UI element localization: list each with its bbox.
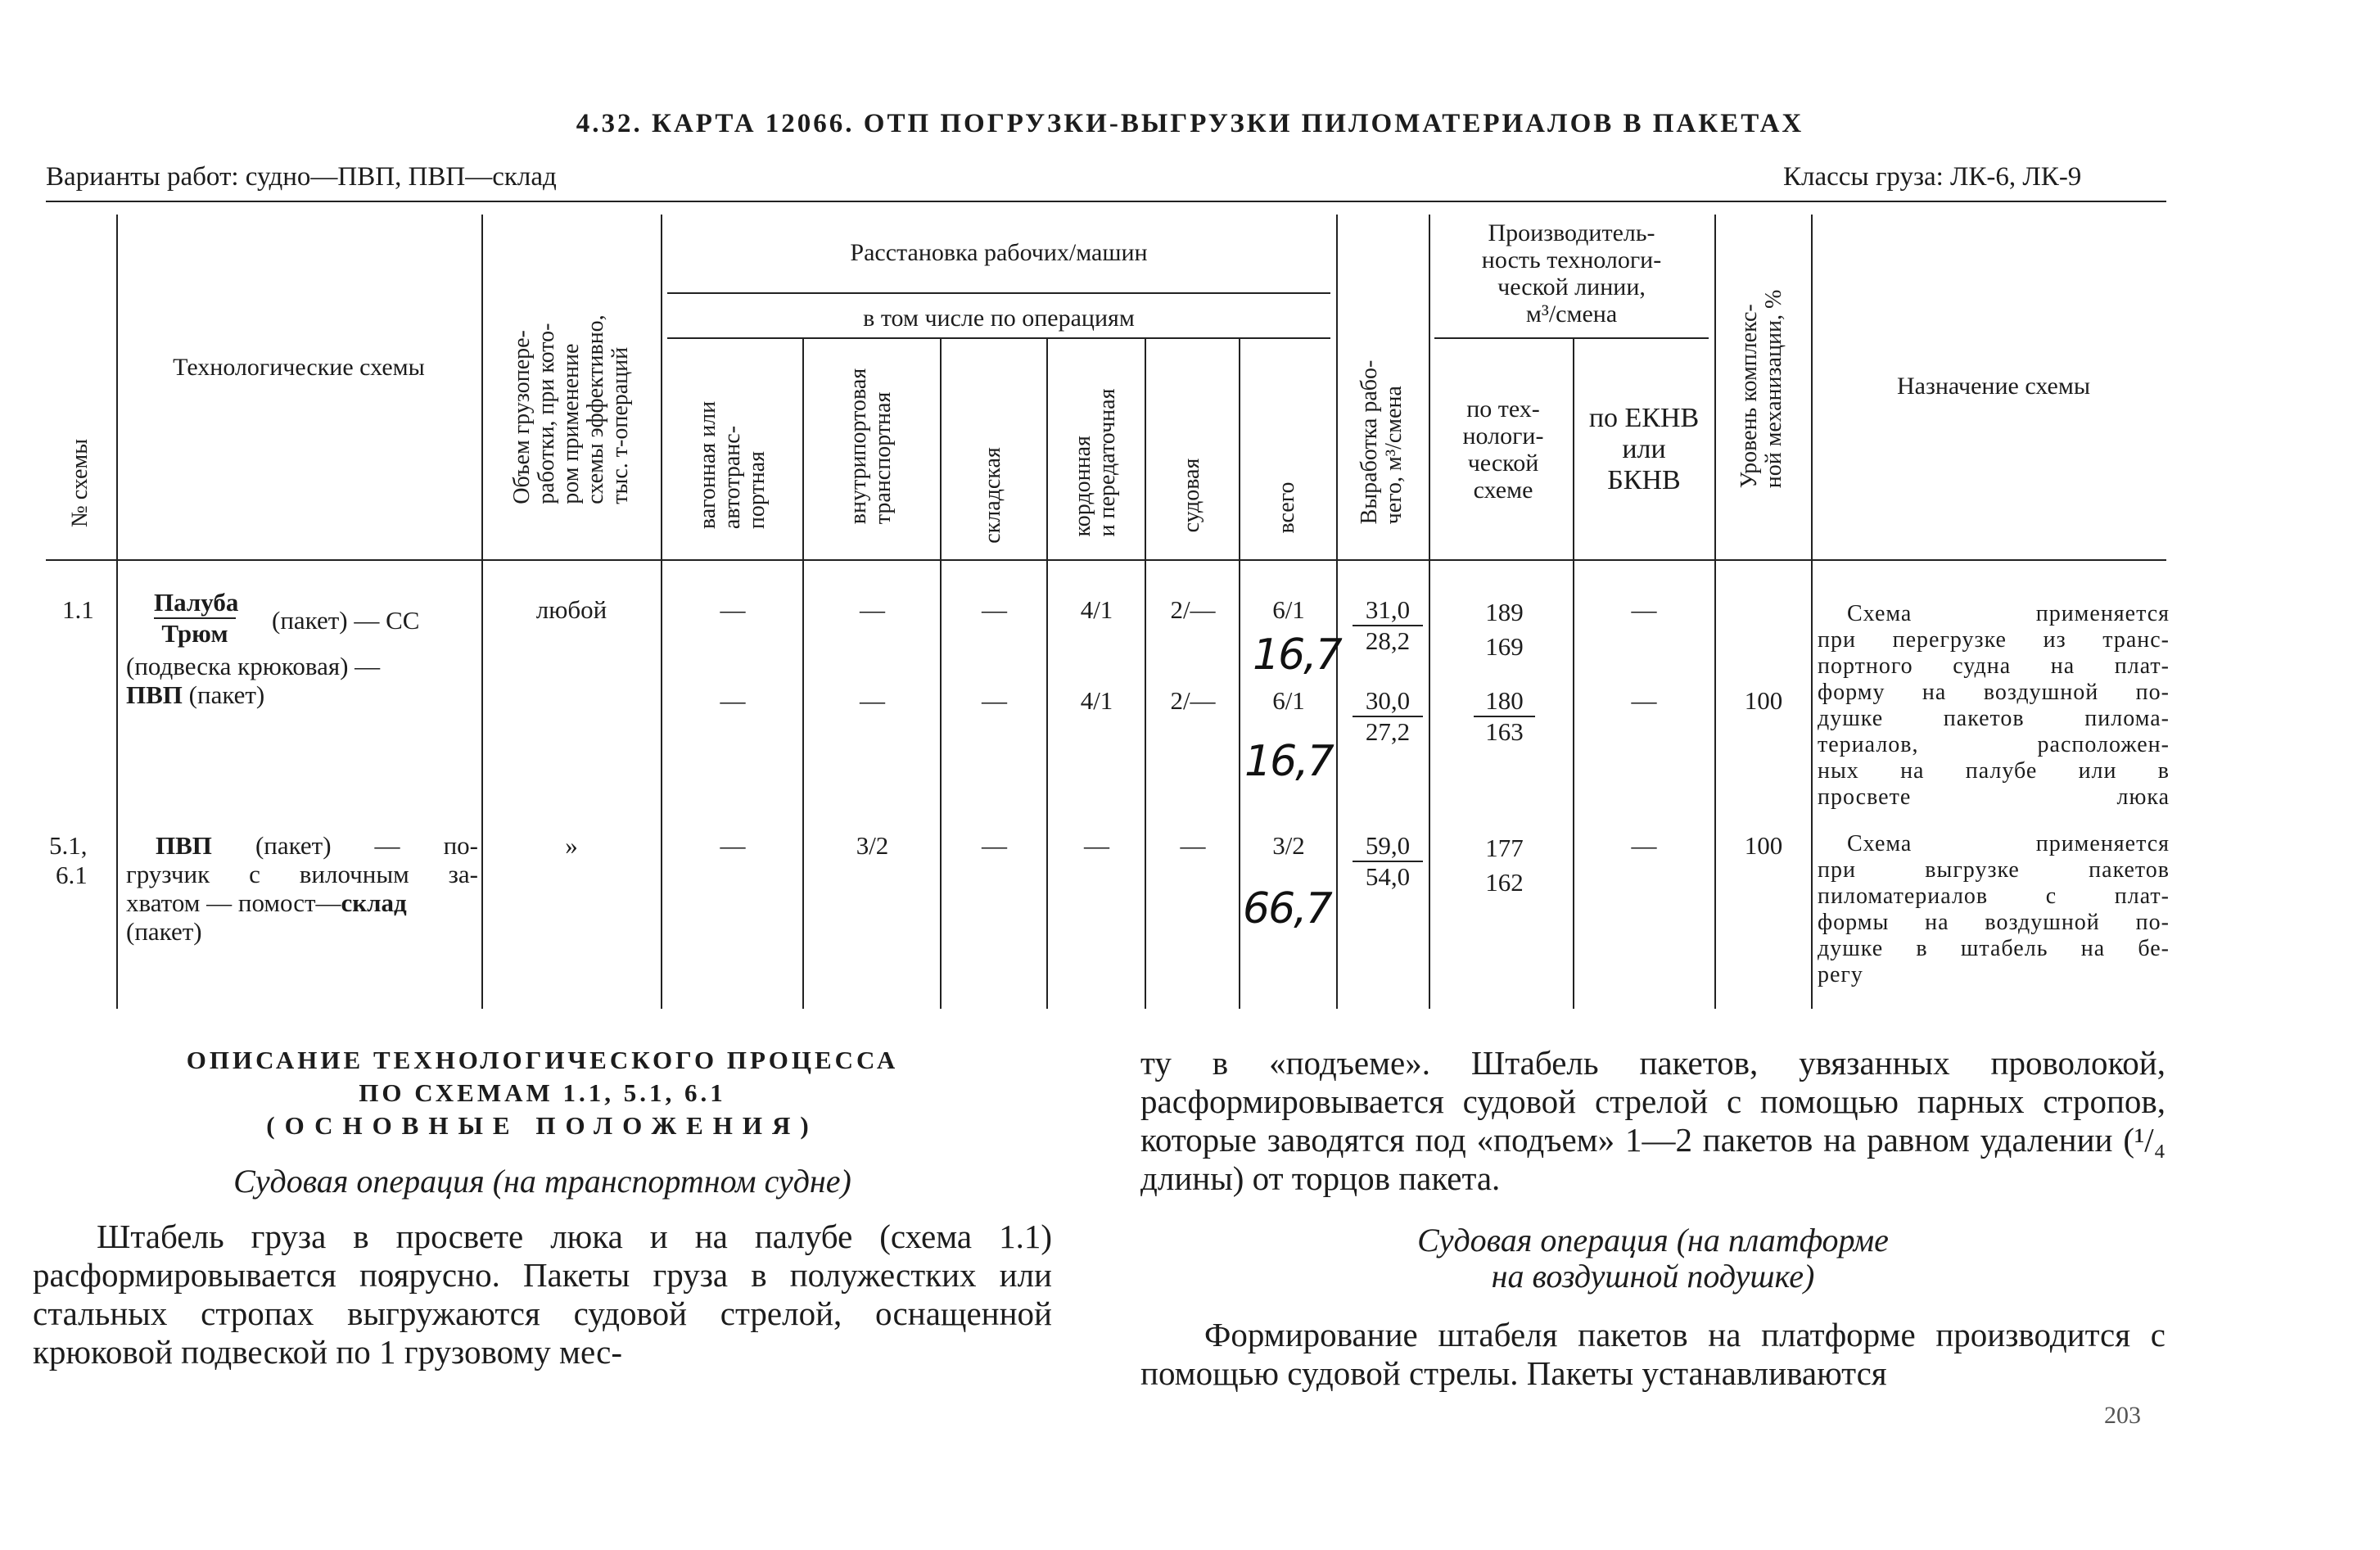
row1b-op-total: 6/1 [1272,686,1305,715]
header-by-ops: в том числе по операциям [863,305,1135,332]
row2-prod-scheme: 177 162 [1485,834,1524,897]
purpose-line: при перегрузке из транс- [1818,627,2170,653]
row1-op-wagon: — [720,595,746,624]
row1-mechanization: 100 [1744,686,1783,715]
row2-handwritten: 66,7 [1243,884,1331,933]
col-divider [1811,215,1813,1009]
header-prod-scheme: по тех- нологи- ческой схеме [1462,395,1544,504]
row1b-output: $\frac{30,0}{27,2}$ [1353,686,1423,747]
row2-num: 5.1, 6.1 [49,831,88,889]
table-header-border [46,559,2166,561]
row2-op-intraport: 3/2 [856,831,889,860]
col-divider [661,215,662,1009]
purpose-line: душке в штабель на бе- [1818,936,2170,961]
row1-op-ship: 2/— [1170,595,1216,624]
row1b-prod-scheme: $\frac{180}{163}$ [1474,686,1535,747]
placement-underline [667,292,1330,294]
row1-op-cordon: 4/1 [1080,595,1113,624]
row1b-handwritten: 16,7 [1244,737,1333,786]
prod-underline [1434,337,1709,339]
purpose-line: при выгрузке пакетов [1818,857,2170,883]
page-number: 203 [2104,1402,2141,1429]
left-column [33,1044,1052,1372]
row1-volume: любой [535,595,607,624]
header-productivity: Производитель- ность технологи- ческой линии, м³/смена [1481,219,1662,328]
cargo-classes: Классы груза: ЛК-6, ЛК-9 [1783,162,2082,192]
header-mechanization: Уровень комплекс- ной механизации, % [1736,289,1786,489]
col-divider [481,215,483,1009]
row2-op-total: 3/2 [1272,831,1305,860]
page-title: 4.32. КАРТА 12066. ОТП ПОГРУЗКИ-ВЫГРУЗКИ ПИЛОМАТЕРИАЛОВ В ПАКЕТАХ [576,109,1804,138]
work-variants: Варианты работ: судно—ПВП, ПВП—склад [46,162,557,192]
ops-underline [667,337,1330,339]
row1-purpose [1818,601,2170,811]
row1-op-intraport: — [860,595,885,624]
purpose-line: душке пакетов пилома- [1818,706,2170,731]
purpose-line: регу [1818,962,1863,987]
header-op-intraport: внутрипортовая транспортная [846,368,896,525]
header-volume: Объем грузопере- работки, при кото- ром применение схемы эффективно, тыс. т-операций [509,314,633,504]
purpose-line: пиломатериалов с плат- [1818,883,2170,909]
col-divider [802,337,804,1009]
section-heading: ОПИСАНИЕ ТЕХНОЛОГИЧЕСКОГО ПРОЦЕССА ПО СХЕМАМ 1.1, 5.1, 6.1 (ОСНОВНЫЕ ПОЛОЖЕНИЯ) [186,1046,899,1140]
subheading-ship-transport: Судовая операция (на транспортном судне) [233,1163,851,1200]
row1b-op-cordon: 4/1 [1080,686,1113,715]
header-tech: Технологические схемы [173,354,425,381]
paragraph-3: Формирование штабеля пакетов на платформе производится с помощью судовой стрелы. Пакеты устанавливаются [1140,1316,2165,1392]
row2-output: $\frac{59,0}{54,0}$ [1353,831,1423,892]
row1-output: $\frac{31,0}{28,2}$ [1353,595,1423,656]
purpose-line: Схема применяется [1847,831,2170,856]
col-divider [940,337,942,1009]
row1-scheme: Палуба Трюм (пакет) — СС (подвеска крюковая) — ПВП (пакет) [126,588,420,709]
header-output: Выработка рабо- чего, м³/смена [1357,359,1407,525]
purpose-line: формы на воздушной по- [1818,910,2170,935]
header-num: № схемы [67,438,93,528]
col-divider [1573,337,1574,1009]
col-divider [1239,337,1240,1009]
row1-num: 1.1 [62,595,94,624]
header-op-warehouse: складская [980,447,1005,544]
subheading-ship-hovercraft: Судовая операция (на платформе на воздушной подушке) [1417,1222,1889,1295]
right-column [1140,1044,2165,1393]
col-divider [1429,215,1430,1009]
header-op-ship: судовая [1179,458,1204,533]
row2-op-cordon: — [1084,831,1109,860]
row1b-op-warehouse: — [982,686,1007,715]
row1b-op-ship: 2/— [1170,686,1216,715]
row1-handwritten: 16,7 [1253,630,1341,680]
row2-volume: » [565,831,578,860]
purpose-line: просвете люка [1818,784,2170,810]
row2-scheme: ПВП (пакет) — по- грузчик с вилочным за- хватом — помост—склад (пакет) [126,831,478,946]
purpose-line: форму на воздушной по- [1818,680,2170,705]
row1-prod-ekhv: — [1631,595,1657,624]
header-prod-ekhv: по ЕКНВ или БКНВ [1588,403,1700,495]
row2-mechanization: 100 [1744,831,1783,860]
header-op-total: всего [1274,481,1299,534]
row2-purpose [1818,831,2170,988]
row2-op-wagon: — [720,831,746,860]
purpose-line: ных на палубе или в [1818,758,2170,784]
row1b-op-wagon: — [720,686,746,715]
col-divider [1145,337,1146,1009]
paragraph-1: Штабель груза в просвете люка и на палубе (схема 1.1) расформировывается поярусно. Пакеты груза в полужестких или стальных стропах выгружаются судовой стрелой, оснащенной крюковой подвеской по 1 грузовому мес- [33,1218,1052,1371]
row2-op-warehouse: — [982,831,1007,860]
header-op-cordon: кордонная и передаточная [1070,388,1120,537]
header-placement: Расстановка рабочих/машин [850,239,1148,266]
row1b-prod-ekhv: — [1631,686,1657,715]
col-divider [1714,215,1716,1009]
header-op-wagon: вагонная или автотранс- портная [695,400,770,530]
purpose-line: портного судна на плат- [1818,653,2170,679]
header-purpose: Назначение схемы [1897,373,2090,400]
paragraph-2: ту в «подъеме». Штабель пакетов, увязанных проволокой, расформировывается судовой стрелой с помощью парных стропов, которые заводятся под «подъем» 1—2 пакетов на равном удалении (¹/₄ длины) от торцов пакета. [1140,1044,2165,1197]
row2-op-ship: — [1180,831,1206,860]
purpose-line: териалов, расположен- [1818,732,2170,757]
purpose-line: Схема применяется [1847,601,2170,626]
row1b-op-intraport: — [860,686,885,715]
col-divider [1046,337,1048,1009]
col-divider [116,215,118,1009]
col-divider [1336,215,1338,1009]
row1-op-warehouse: — [982,595,1007,624]
row2-prod-ekhv: — [1631,831,1657,860]
table-top-border [46,201,2166,202]
row1-prod-scheme: 189 169 [1485,598,1524,661]
row1-op-total: 6/1 [1272,595,1305,624]
